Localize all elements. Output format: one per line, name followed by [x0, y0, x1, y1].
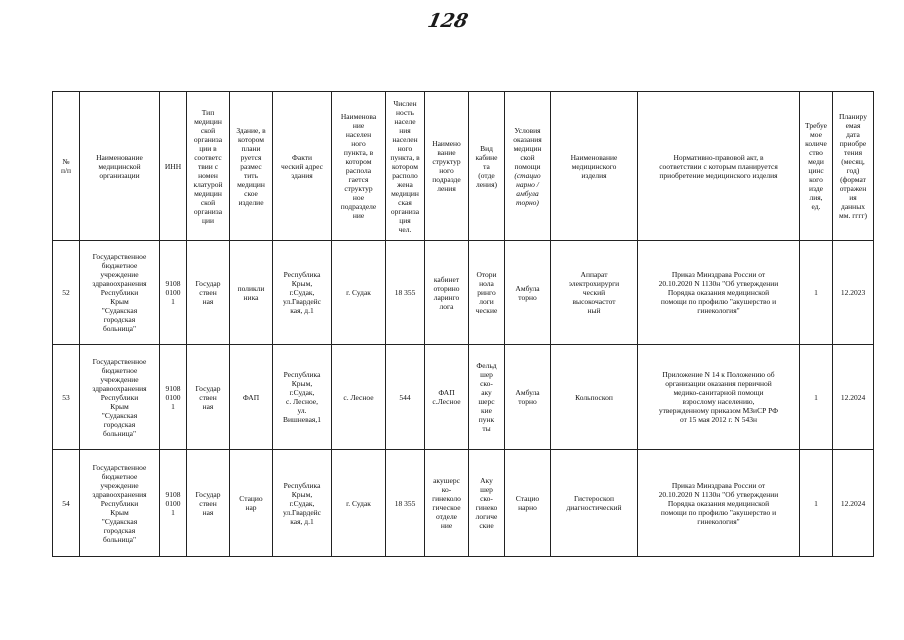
page-number: 128 — [425, 10, 471, 32]
medical-equipment-table — [52, 91, 874, 557]
cell-unit-name: кабинет оторино ларинго лога — [425, 241, 469, 345]
cell-population: 18 355 — [386, 450, 425, 557]
table-row — [53, 241, 874, 345]
header-address: Факти ческий адрес здания — [273, 92, 332, 241]
cell-org-name: Государственное бюджетное учреждение здравоохранения Республики Крым "Судакская городская больница" — [80, 345, 160, 450]
header-row — [53, 92, 874, 241]
cell-org-name: Государственное бюджетное учреждение здравоохранения Республики Крым "Судакская городская больница" — [80, 450, 160, 557]
cell-address: Республика Крым, г.Судак, с. Лесное, ул. Вишневая,1 — [273, 345, 332, 450]
cell-care-conditions: Стацио нарно — [505, 450, 551, 557]
header-legal-act: Нормативно-правовой акт, в соответствии с которым планируется приобретение медицинского изделия — [638, 92, 800, 241]
table-row — [53, 345, 874, 450]
cell-unit-name: ФАП с.Лесное — [425, 345, 469, 450]
header-org-name: Наименование медицинской организации — [80, 92, 160, 241]
cell-building: Стацио нар — [230, 450, 273, 557]
header-unit-name: Наимено вание структур ного подразде ления — [425, 92, 469, 241]
cell-settlement: г. Судак — [332, 241, 386, 345]
cell-building: ФАП — [230, 345, 273, 450]
cell-care-conditions: Амбула торно — [505, 241, 551, 345]
cell-legal-act: Приказ Минздрава России от 20.10.2020 N 1130н "Об утверждении Порядка оказания медицинской помощи по профилю "акушерство и гинекология" — [638, 241, 800, 345]
cell-cabinet-type: Аку шер ско- гинеко логиче ские — [469, 450, 505, 557]
header-care-conditions — [505, 92, 551, 241]
table-row — [53, 450, 874, 557]
cell-date: 12.2023 — [833, 241, 874, 345]
header-num: № п/п — [53, 92, 80, 241]
cell-inn: 9108 0100 1 — [160, 450, 187, 557]
header-device-name: Наименование медицинского изделия — [551, 92, 638, 241]
header-settlement: Наименова ние населен ного пункта, в котором распола гается структур ное подразделе ние — [332, 92, 386, 241]
header-org-type: Тип медицин ской организа ции в соответс твии с номен клатурой медицин ской организа ции — [187, 92, 230, 241]
cell-num: 53 — [53, 345, 80, 450]
header-building: Здание, в котором плани руется размес тить медицин ское изделие — [230, 92, 273, 241]
cell-org-type: Государ ствен ная — [187, 450, 230, 557]
cell-legal-act: Приложение N 14 к Положению об организации оказания первичной медико-санитарной помощи взрослому населению, утвержденному приказом МЗиСР РФ от 15 мая 2012 г. N 543н — [638, 345, 800, 450]
cell-address: Республика Крым, г.Судак, ул.Гвардейс кая, д.1 — [273, 450, 332, 557]
header-cabinet-type: Вид кабине та (отде ления) — [469, 92, 505, 241]
cell-date: 12.2024 — [833, 450, 874, 557]
cell-care-conditions: Амбула торно — [505, 345, 551, 450]
cell-settlement: г. Судак — [332, 450, 386, 557]
cell-date: 12.2024 — [833, 345, 874, 450]
cell-inn: 9108 0100 1 — [160, 345, 187, 450]
cell-unit-name: акушерс ко- гинеколо гическое отделе ние — [425, 450, 469, 557]
cell-org-type: Государ ствен ная — [187, 345, 230, 450]
cell-qty: 1 — [800, 450, 833, 557]
header-care-conditions-note: (стацио нарно / амбула торно) — [514, 170, 541, 207]
cell-population: 544 — [386, 345, 425, 450]
cell-device-name: Аппарат электрохирурги ческий высокочастот ный — [551, 241, 638, 345]
cell-building: поликли ника — [230, 241, 273, 345]
cell-cabinet-type: Отори нола ринго логи ческие — [469, 241, 505, 345]
cell-settlement: с. Лесное — [332, 345, 386, 450]
cell-population: 18 355 — [386, 241, 425, 345]
cell-cabinet-type: Фельд шер ско- аку шерс кие пунк ты — [469, 345, 505, 450]
cell-inn: 9108 0100 1 — [160, 241, 187, 345]
header-care-conditions-main: Условия оказания медицин ской помощи — [513, 125, 542, 171]
header-population: Числен ность населе ния населен ного пункта, в котором располо жена медицин ская организа ция чел. — [386, 92, 425, 241]
cell-legal-act: Приказ Минздрава России от 20.10.2020 N 1130н "Об утверждении Порядка оказания медицинской помощи по профилю "акушерство и гинекология" — [638, 450, 800, 557]
cell-num: 54 — [53, 450, 80, 557]
cell-org-type: Государ ствен ная — [187, 241, 230, 345]
header-qty: Требуе мое количе ство меди цинс кого изде лия, ед. — [800, 92, 833, 241]
cell-qty: 1 — [800, 345, 833, 450]
cell-qty: 1 — [800, 241, 833, 345]
header-inn: ИНН — [160, 92, 187, 241]
cell-num: 52 — [53, 241, 80, 345]
header-date: Планиру емая дата приобре тения (месяц, год) (формат отражен ия данных мм. гггг) — [833, 92, 874, 241]
cell-device-name: Гистероскоп диагностический — [551, 450, 638, 557]
cell-address: Республика Крым, г.Судак, ул.Гвардейс кая, д.1 — [273, 241, 332, 345]
cell-org-name: Государственное бюджетное учреждение здравоохранения Республики Крым "Судакская городская больница" — [80, 241, 160, 345]
cell-device-name: Кольпоскоп — [551, 345, 638, 450]
